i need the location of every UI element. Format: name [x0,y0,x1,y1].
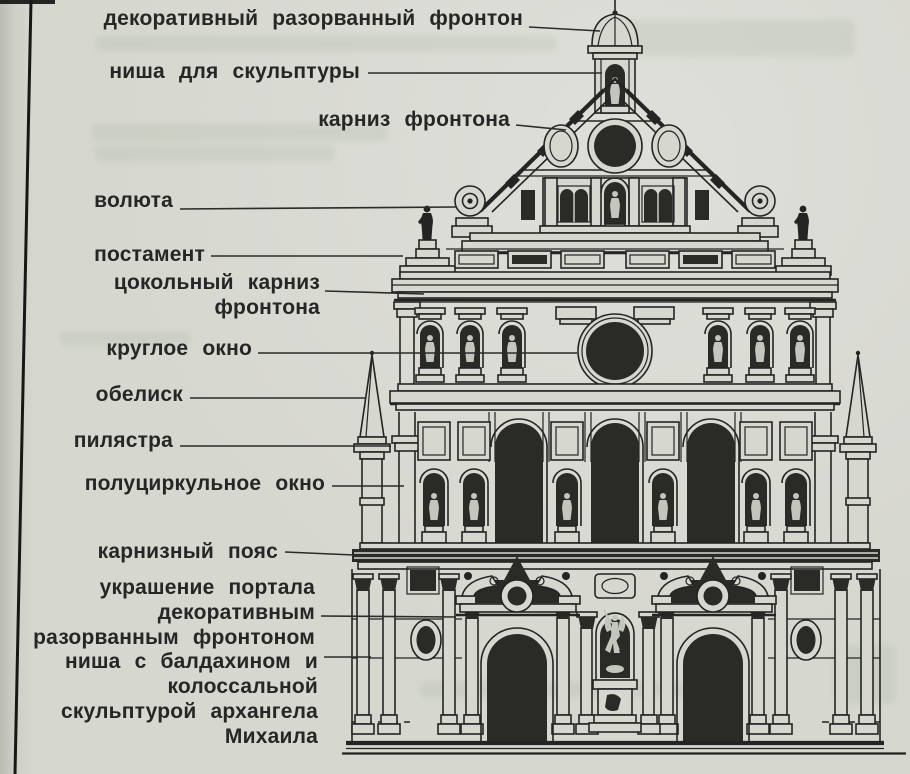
label-line: круглое окно [106,337,252,360]
gable-attic-storey [521,178,709,233]
label-volute [73,188,173,213]
round-window-storey [394,302,836,388]
leader-portal-decoration [321,616,456,617]
obelisk-left [354,351,390,543]
statue-on-pedestal-right [776,206,831,275]
label-line: декоративный разорванный фронтон [103,7,523,30]
statue-on-pedestal-left [400,206,455,275]
label-line: обелиск [95,383,183,406]
semicircular-window-storey [392,412,838,543]
label-obelisk [63,382,183,407]
label-socle-cornice-of-pediment [70,270,320,320]
round-window [578,314,652,388]
label-semicircular-window [35,471,325,496]
leader-decorative-broken-pediment [529,27,600,31]
archangel-michael-niche [589,574,641,732]
leader-volute [180,207,456,209]
upper-cornice [392,272,838,300]
label-line: карнизный пояс [97,540,278,563]
ground-line [342,743,906,754]
semicircular-window [491,419,547,543]
label-line: скульптурой архангела [60,700,318,723]
label-archangel-michael-niche [28,649,318,749]
volute-right [738,186,778,237]
label-line: цокольный карниз [113,271,320,294]
semicircular-window [587,419,643,543]
label-line: ниша с балдахином и [64,650,318,673]
label-round-window [67,336,252,361]
label-line: ниша для скульптуры [109,60,360,83]
label-line: Михаила [224,725,318,748]
oval-window-right [791,620,821,660]
label-line: украшение портала [99,576,315,599]
label-pilaster [53,428,173,453]
ground-storey [352,556,880,742]
volute-left [452,186,492,237]
label-pedestal [70,242,205,267]
label-decorative-broken-pediment [73,6,523,31]
label-cornice-belt [70,539,278,564]
label-sculpture-niche [75,59,360,84]
label-line: фронтона [214,296,320,319]
label-line: волюта [94,189,173,212]
label-line: колоссальной [167,675,318,698]
obelisk-right [840,351,876,543]
label-line: постамент [94,243,205,266]
label-line: разорванным фронтоном [33,626,315,649]
mid-cornice [390,384,840,410]
label-portal-decoration [33,575,315,650]
label-line: карниз фронтона [318,108,510,131]
semicircular-window [683,419,739,543]
label-line: пилястра [73,429,173,452]
label-pediment-cornice [270,107,510,132]
oval-window-left [411,620,441,660]
label-line: декоративным [157,601,315,624]
label-line: полуциркульное окно [84,472,325,495]
cornice-belt [352,543,880,569]
gable-socle-cornice [462,233,768,253]
